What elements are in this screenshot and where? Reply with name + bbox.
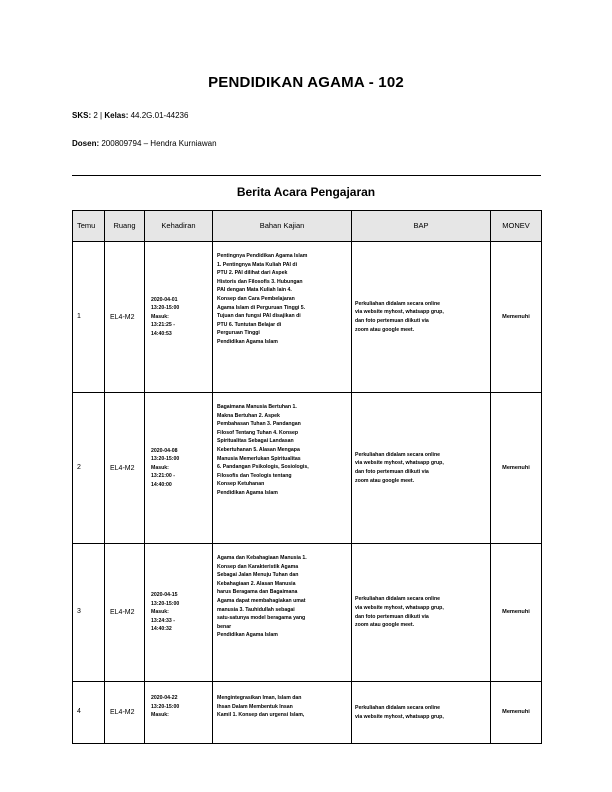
bahan-kajian-line: Manusia Memerlukan Spiritualitas — [217, 455, 301, 462]
bahan-kajian-line: PTU 6. Tuntutan Belajar di — [217, 321, 282, 328]
bap-line: via website myhost, whatsapp grup, — [355, 309, 444, 316]
bahan-kajian-line: Bagaimana Manusia Bertuhan 1. — [217, 404, 297, 410]
cell-monev: Memenuhi — [491, 393, 542, 544]
bap-line: dan foto pertemuan diikuti via — [355, 318, 429, 324]
cell-kehadiran — [145, 393, 213, 544]
header-bahan-kajian: Bahan Kajian — [213, 211, 352, 242]
bahan-kajian-line: Spiritualitas Sebagai Landasan — [217, 438, 294, 445]
kehadiran-line: 13:20-15:00 — [151, 703, 180, 710]
bahan-kajian-line: Agama dapat membahagiakan umat — [217, 597, 306, 604]
table-row — [73, 682, 542, 744]
bap-line: Perkuliahan didalam secara online — [355, 300, 441, 307]
bahan-kajian-line: Kebahagiaan 2. Alasan Manusia — [217, 580, 296, 587]
bap-line: via website myhost, whatsapp grup, — [355, 460, 444, 467]
bahan-kajian-line: Filosof Tentang Tuhan 4. Konsep — [217, 429, 299, 436]
kehadiran-line: 13:20-15:00 — [151, 456, 180, 463]
kehadiran-line: 14:40:32 — [151, 626, 172, 633]
cell-monev: Memenuhi — [491, 242, 542, 393]
sks-value: 2 — [93, 111, 98, 120]
cell-ruang: EL4-M2 — [105, 242, 145, 393]
bap-line: dan foto pertemuan diikuti via — [355, 469, 429, 475]
kehadiran-line: Masuk: — [151, 712, 169, 719]
bap-line: zoom atau google meet. — [355, 622, 415, 629]
bahan-kajian-line: Konsep dan Cara Pembelajaran — [217, 295, 295, 302]
header-bap: BAP — [352, 211, 491, 242]
bahan-kajian-line: Makna Bertuhan 2. Aspek — [217, 412, 280, 419]
section-title: Berita Acara Pengajaran — [236, 185, 376, 199]
bahan-kajian-line: Pentingnya Pendidikan Agama Islam — [217, 253, 308, 259]
table-row — [73, 393, 542, 544]
table-header-row — [73, 211, 542, 242]
bap-line: via website myhost, whatsapp grup, — [355, 604, 444, 611]
cell-bahan-kajian — [213, 242, 352, 393]
kehadiran-line: 14:40:00 — [151, 481, 172, 488]
bahan-kajian-line: Pendidikan Agama Islam — [217, 632, 278, 639]
bahan-kajian-line: Pendidikan Agama Islam — [217, 489, 278, 496]
bap-line: dan foto pertemuan diikuti via — [355, 613, 429, 620]
bahan-kajian-line: Mengintegrasikan Iman, Islam dan — [217, 695, 302, 701]
bahan-kajian-line: Konsep Ketuhanan — [217, 481, 265, 488]
bahan-kajian-line: PTU 2. PAI dilihat dari Aspek — [217, 270, 288, 277]
cell-ruang: EL4-M2 — [105, 393, 145, 544]
bap-line: Perkuliahan didalam secara online — [355, 596, 441, 603]
cell-ruang: EL4-M2 — [105, 682, 145, 744]
bahan-kajian-line: 6. Pandangan Psikologis, Sosiologis, — [217, 464, 309, 471]
bahan-kajian-line: Ihsan Dalam Membentuk Insan — [217, 703, 293, 710]
bahan-kajian-line: Konsep dan Karakteristik Agama — [217, 563, 299, 570]
bahan-kajian-line: Pembahasan Tuhan 3. Pandangan — [217, 421, 301, 428]
kehadiran-line: 13:24:33 - — [151, 617, 175, 624]
kehadiran-line: 13:20-15:00 — [151, 305, 180, 312]
bahan-kajian-line: 1. Pentingnya Mata Kuliah PAI di — [217, 261, 298, 268]
cell-bahan-kajian — [213, 682, 352, 744]
cell-bap — [352, 393, 491, 544]
cell-temu: 4 — [73, 682, 105, 744]
table-row — [73, 544, 542, 682]
cell-ruang: EL4-M2 — [105, 544, 145, 682]
kehadiran-line: 14:40:53 — [151, 330, 172, 337]
kehadiran-line: Masuk: — [151, 313, 169, 320]
cell-monev: Memenuhi — [491, 544, 542, 682]
kehadiran-line: 2020-04-15 — [151, 592, 178, 599]
bap-line: Perkuliahan didalam secara online — [355, 704, 441, 711]
lecturer-meta-line — [72, 139, 217, 148]
dosen-value: 200809794 – Hendra Kurniawan — [101, 139, 217, 148]
meta-separator: | — [100, 111, 103, 120]
kehadiran-line: 13:20-15:00 — [151, 600, 180, 607]
cell-temu: 2 — [73, 393, 105, 544]
kehadiran-line: 2020-04-01 — [151, 296, 178, 303]
bap-line: zoom atau google meet. — [355, 326, 415, 333]
bap-line: Perkuliahan didalam secara online — [355, 451, 441, 458]
cell-kehadiran — [145, 242, 213, 393]
divider — [72, 175, 541, 176]
kehadiran-line: Masuk: — [151, 464, 169, 471]
cell-kehadiran — [145, 544, 213, 682]
bahan-kajian-line: Tujuan dan fungsi PAI disajikan di — [217, 313, 301, 320]
cell-bap — [352, 544, 491, 682]
sks-label: SKS: — [72, 111, 92, 120]
kelas-label: Kelas: — [104, 111, 129, 120]
bahan-kajian-line: Filosofis dan Teologis tentang — [217, 472, 292, 479]
bahan-kajian-line: Historis dan Filosofis 3. Hubungan — [217, 278, 303, 285]
kehadiran-line: 13:21:25 - — [151, 322, 175, 329]
bahan-kajian-line: satu-satunya model beragama yang — [217, 615, 306, 622]
cell-bahan-kajian — [213, 393, 352, 544]
cell-bap — [352, 242, 491, 393]
bahan-kajian-line: benar — [217, 623, 232, 630]
bap-line: via website myhost, whatsapp grup, — [355, 713, 444, 720]
bahan-kajian-line: Perguruan Tinggi — [217, 330, 260, 337]
bahan-kajian-line: Agama Islam di Perguruan Tinggi 5. — [217, 304, 306, 311]
course-meta-line — [72, 111, 188, 120]
page-title: PENDIDIKAN AGAMA - 102 — [208, 74, 404, 91]
header-monev: MONEV — [491, 211, 542, 242]
kelas-value: 44.2G.01-44236 — [130, 111, 189, 120]
cell-bap — [352, 682, 491, 744]
kehadiran-line: 13:21:00 - — [151, 473, 175, 480]
header-ruang: Ruang — [105, 211, 145, 242]
dosen-label: Dosen: — [72, 139, 100, 148]
kehadiran-line: 2020-04-22 — [151, 695, 178, 701]
cell-temu: 1 — [73, 242, 105, 393]
bahan-kajian-line: Pendidikan Agama Islam — [217, 338, 278, 345]
bahan-kajian-line: Kamil 1. Konsep dan urgensi Islam, — [217, 712, 305, 719]
bahan-kajian-line: Kebertuhanan 5. Alasan Mengapa — [217, 446, 300, 453]
bahan-kajian-line: PAI dengan Mata Kuliah lain 4. — [217, 287, 292, 294]
cell-kehadiran — [145, 682, 213, 744]
cell-bahan-kajian — [213, 544, 352, 682]
teaching-report-table — [72, 210, 542, 744]
bahan-kajian-line: harus Beragama dan Bagaimana — [217, 589, 298, 596]
bahan-kajian-line: Agama dan Kebahagiaan Manusia 1. — [217, 555, 307, 561]
table-row — [73, 242, 542, 393]
header-kehadiran: Kehadiran — [145, 211, 213, 242]
cell-temu: 3 — [73, 544, 105, 682]
header-temu: Temu — [73, 211, 105, 242]
kehadiran-line: Masuk: — [151, 609, 169, 616]
bahan-kajian-line: Sebagai Jalan Menuju Tuhan dan — [217, 572, 299, 579]
cell-monev: Memenuhi — [491, 682, 542, 744]
bap-line: zoom atau google meet. — [355, 477, 415, 484]
kehadiran-line: 2020-04-08 — [151, 447, 178, 454]
bahan-kajian-line: manusia 3. Tauhidullah sebagai — [217, 606, 295, 613]
